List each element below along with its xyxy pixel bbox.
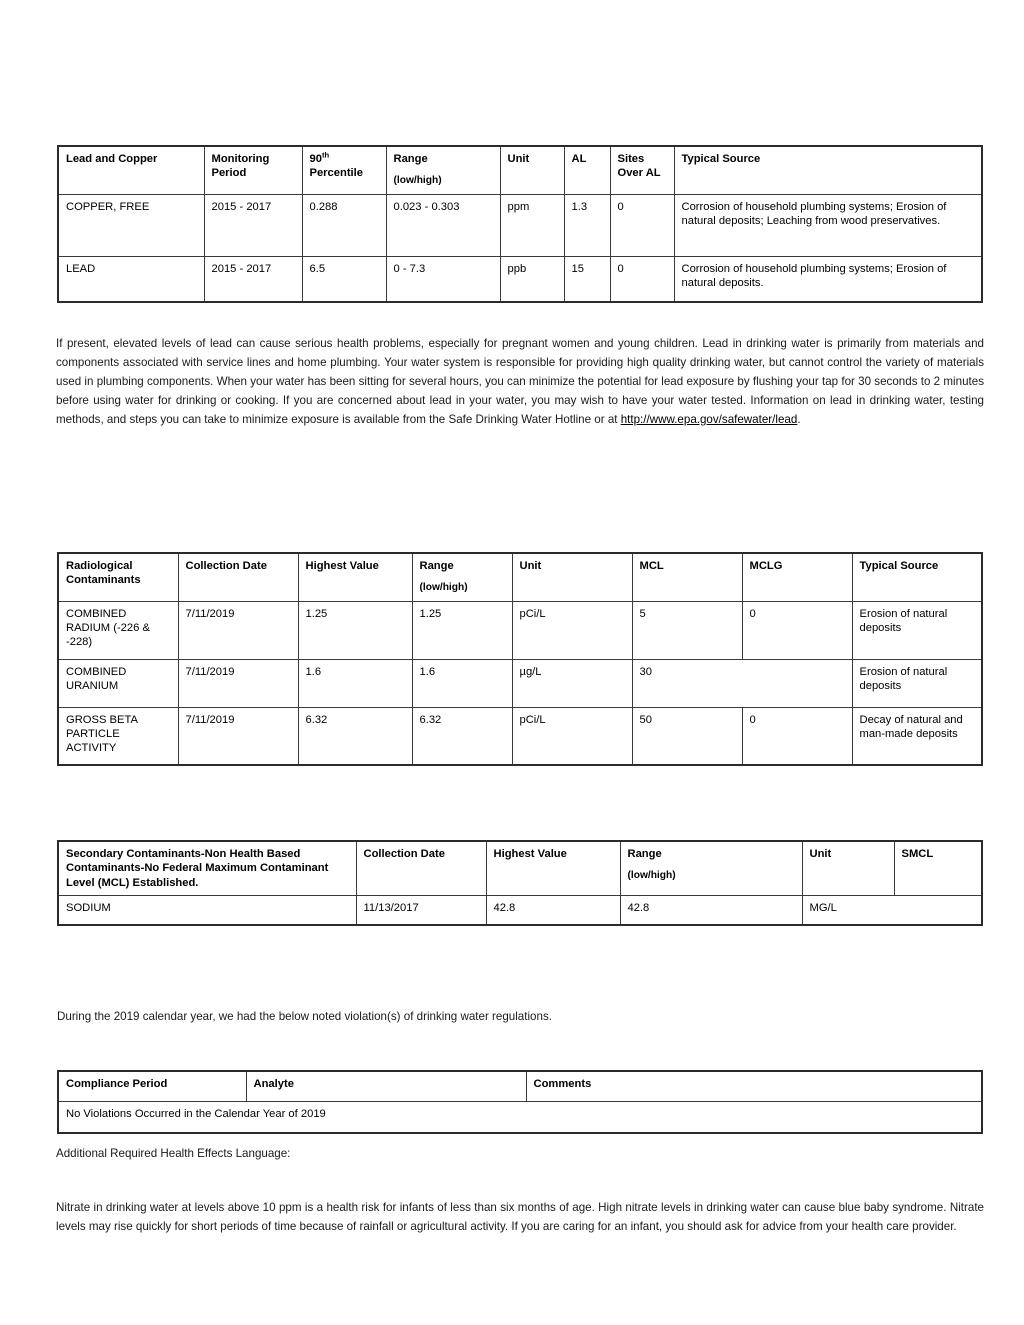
header-typical-source: Typical Source: [852, 553, 982, 601]
cell-contaminant-name: COMBINED RADIUM (-226 & -228): [58, 601, 178, 659]
header-90th-percentile: [302, 146, 386, 194]
cell-unit: ppm: [500, 194, 564, 256]
cell-unit-smcl-merged: MG/L: [802, 895, 982, 925]
epa-safewater-lead-link[interactable]: http://www.epa.gov/safewater/lead: [620, 412, 798, 426]
header-comments: Comments: [526, 1071, 982, 1101]
cell-contaminant-name: COPPER, FREE: [58, 194, 204, 256]
cell-mclg: 0: [742, 601, 852, 659]
header-typical-source: Typical Source: [674, 146, 982, 194]
header-90th-percentile-suffix: th: [321, 150, 330, 160]
cell-sites-over-al: 0: [610, 256, 674, 302]
header-range-label: Range: [419, 560, 454, 572]
header-range-note: (low/high): [393, 175, 442, 187]
header-range: [412, 553, 512, 601]
cell-highest-value: 1.25: [298, 601, 412, 659]
lead-paragraph-text-part1: If present, elevated levels of lead can cause serious health problems, especially for pregnant women and young children. Lead in drinking water is primarily from materials and components associated with service lines and home plumbing. Your water system is responsible for providing high quality drinking water, but cannot control the variety of materials used in plumbing components. When your water has been sitting for several hours, you can minimize the potential for lead exposure by flushing your tap for 30 seconds to 2 minutes before using water for drinking or cooking. If you are concerned about lead in your water, you may wish to have your water tested. Information on lead in drinking water, testing methods, and steps you can take to minimize exposure is available from the Safe Drinking Water Hotline or at: [56, 337, 984, 426]
header-lead-and-copper: Lead and Copper: [58, 146, 204, 194]
cell-unit: pCi/L: [512, 707, 632, 765]
header-90th-percentile-number: 90: [309, 153, 322, 165]
cell-90th-percentile: 0.288: [302, 194, 386, 256]
header-unit: Unit: [512, 553, 632, 601]
cell-highest-value: 6.32: [298, 707, 412, 765]
cell-90th-percentile: 6.5: [302, 256, 386, 302]
cell-range: 0 - 7.3: [386, 256, 500, 302]
cell-collection-date: 7/11/2019: [178, 659, 298, 707]
header-radiological-contaminants: Radiological Contaminants: [58, 553, 178, 601]
header-mclg: MCLG: [742, 553, 852, 601]
header-range-note: (low/high): [419, 582, 468, 594]
header-analyte: Analyte: [246, 1071, 526, 1101]
header-unit: Unit: [802, 841, 894, 895]
table-row: [58, 659, 982, 707]
header-mcl: MCL: [632, 553, 742, 601]
header-highest-value: Highest Value: [486, 841, 620, 895]
table-header-row: [58, 146, 982, 194]
cell-typical-source: Corrosion of household plumbing systems; Erosion of natural deposits.: [674, 256, 982, 302]
header-smcl: SMCL: [894, 841, 982, 895]
header-collection-date: Collection Date: [356, 841, 486, 895]
header-monitoring-period: Monitoring Period: [204, 146, 302, 194]
table-row: [58, 895, 982, 925]
table-row: [58, 256, 982, 302]
cell-unit: pCi/L: [512, 601, 632, 659]
table-header-row: [58, 841, 982, 895]
cell-range: 1.6: [412, 659, 512, 707]
table-row: [58, 194, 982, 256]
header-secondary-contaminants: Secondary Contaminants-Non Health Based Contaminants-No Federal Maximum Contaminant Level (MCL) Established.: [58, 841, 356, 895]
radiological-contaminants-table: [57, 552, 983, 766]
cell-range: 6.32: [412, 707, 512, 765]
cell-collection-date: 7/11/2019: [178, 601, 298, 659]
cell-highest-value: 1.6: [298, 659, 412, 707]
cell-no-violations-notice: No Violations Occurred in the Calendar Year of 2019: [58, 1101, 982, 1133]
secondary-contaminants-table: [57, 840, 983, 926]
lead-paragraph-text-part2: .: [797, 412, 801, 426]
cell-unit: µg/L: [512, 659, 632, 707]
table-row: [58, 1101, 982, 1133]
cell-al: 15: [564, 256, 610, 302]
cell-sites-over-al: 0: [610, 194, 674, 256]
violations-intro-paragraph: During the 2019 calendar year, we had the below noted violation(s) of drinking water regulations.: [57, 1010, 552, 1023]
header-unit: Unit: [500, 146, 564, 194]
header-compliance-period: Compliance Period: [58, 1071, 246, 1101]
header-90th-percentile-word: Percentile: [309, 167, 363, 180]
cell-range: 42.8: [620, 895, 802, 925]
cell-monitoring-period: 2015 - 2017: [204, 194, 302, 256]
compliance-violations-table: [57, 1070, 983, 1134]
lead-health-effects-paragraph: [56, 335, 984, 429]
cell-mcl: 5: [632, 601, 742, 659]
header-range: [620, 841, 802, 895]
header-range-note: (low/high): [627, 870, 676, 882]
header-range-label: Range: [627, 848, 662, 860]
cell-mcl: 50: [632, 707, 742, 765]
cell-typical-source: Corrosion of household plumbing systems; Erosion of natural deposits; Leaching from wood preservatives.: [674, 194, 982, 256]
header-highest-value: Highest Value: [298, 553, 412, 601]
cell-contaminant-name: GROSS BETA PARTICLE ACTIVITY: [58, 707, 178, 765]
header-range: [386, 146, 500, 194]
lead-and-copper-table: [57, 145, 983, 303]
cell-contaminant-name: LEAD: [58, 256, 204, 302]
cell-monitoring-period: 2015 - 2017: [204, 256, 302, 302]
cell-al: 1.3: [564, 194, 610, 256]
header-collection-date: Collection Date: [178, 553, 298, 601]
table-header-row: [58, 553, 982, 601]
cell-unit: ppb: [500, 256, 564, 302]
header-range-label: Range: [393, 153, 428, 165]
cell-contaminant-name: COMBINED URANIUM: [58, 659, 178, 707]
cell-contaminant-name: SODIUM: [58, 895, 356, 925]
cell-mclg: 0: [742, 707, 852, 765]
cell-typical-source: Decay of natural and man-made deposits: [852, 707, 982, 765]
additional-health-effects-label: Additional Required Health Effects Language:: [56, 1147, 291, 1160]
table-row: [58, 707, 982, 765]
table-header-row: [58, 1071, 982, 1101]
cell-highest-value: 42.8: [486, 895, 620, 925]
table-row: [58, 601, 982, 659]
header-al: AL: [564, 146, 610, 194]
cell-typical-source: Erosion of natural deposits: [852, 601, 982, 659]
cell-range: 1.25: [412, 601, 512, 659]
cell-mcl-merged: 30: [632, 659, 852, 707]
cell-typical-source: Erosion of natural deposits: [852, 659, 982, 707]
cell-collection-date: 11/13/2017: [356, 895, 486, 925]
nitrate-health-effects-paragraph: Nitrate in drinking water at levels above 10 ppm is a health risk for infants of less than six months of age. High nitrate levels in drinking water can cause blue baby syndrome. Nitrate levels may rise quickly for short periods of time because of rainfall or agricultural activity. If you are caring for an infant, you should ask for advice from your health care provider.: [56, 1201, 984, 1233]
header-sites-over-al: Sites Over AL: [610, 146, 674, 194]
cell-range: 0.023 - 0.303: [386, 194, 500, 256]
cell-collection-date: 7/11/2019: [178, 707, 298, 765]
